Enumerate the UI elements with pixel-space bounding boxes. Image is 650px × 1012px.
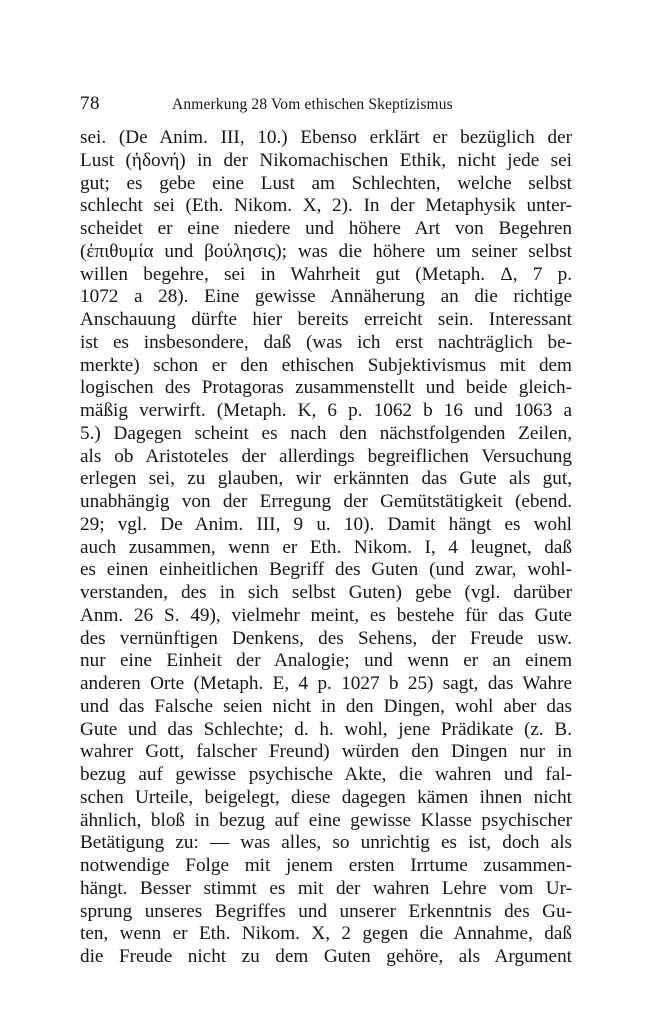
text-line: Betätigung zu: — was alles, so unrichtig es ist, doch als bbox=[80, 832, 572, 854]
text-line: Anschauung dürfte hier bereits erreicht sein. Interessant bbox=[80, 309, 572, 330]
text-line: mäßig verwirft. (Metaph. K, 6 p. 1062 b 16 und 1063 a bbox=[80, 400, 572, 421]
text-line: 29; vgl. De Anim. III, 9 u. 10). Damit hängt es wohl bbox=[80, 513, 572, 535]
text-line: als ob Aristoteles der allerdings begreiflichen Versuchung bbox=[80, 445, 572, 467]
text-line: sprung unseres Begriffes und unserer Erkenntnis des Gu- bbox=[80, 900, 572, 922]
text-line: ist es insbesondere, daß (was ich erst nachträglich be- bbox=[80, 331, 572, 353]
text-line: 5.) Dagegen scheint es nach den nächstfolgenden Zeilen, bbox=[80, 422, 572, 444]
text-line: erlegen sei, zu glauben, wir erkännten das Gute als gut, bbox=[80, 468, 572, 490]
text-line: willen begehre, sei in Wahrheit gut (Metaph. Δ, 7 p. bbox=[80, 263, 572, 285]
text-line: unabhängig von der Erregung der Gemütstätigkeit (ebend. bbox=[80, 491, 572, 512]
page-number: 78 bbox=[80, 93, 100, 114]
text-line: des vernünftigen Denkens, des Sehens, der Freude usw. bbox=[80, 627, 572, 649]
text-line: hängt. Besser stimmt es mit der wahren Lehre vom Ur- bbox=[80, 877, 572, 899]
text-line: und das Falsche seien nicht in den Dingen, wohl aber das bbox=[80, 695, 572, 717]
text-line: schlecht sei (Eth. Nikom. X, 2). In der Metaphysik unter- bbox=[80, 195, 572, 217]
text-line: verstanden, des in sich selbst Guten) gebe (vgl. darüber bbox=[80, 582, 572, 603]
text-line: Lust (ἡδονή) in der Nikomachischen Ethik, nicht jede sei bbox=[80, 149, 572, 171]
text-line: sei. (De Anim. III, 10.) Ebenso erklärt er bezüglich der bbox=[80, 127, 572, 148]
text-line: nur eine Einheit der Analogie; und wenn er an einem bbox=[80, 650, 572, 672]
text-line: bezug auf gewisse psychische Akte, die wahren und fal- bbox=[80, 764, 572, 785]
text-line: 1072 a 28). Eine gewisse Annäherung an die richtige bbox=[80, 286, 572, 308]
text-line: logischen des Protagoras zusammenstellt und beide gleich- bbox=[80, 377, 572, 399]
running-head bbox=[80, 93, 572, 117]
text-line: notwendige Folge mit jenem ersten Irrtume zusammen- bbox=[80, 855, 572, 876]
text-line: (ἐπιθυμία und βούλησις); was die höhere um seiner selbst bbox=[80, 240, 572, 262]
text-line: es einen einheitlichen Begriff des Guten (und zwar, wohl- bbox=[80, 559, 572, 581]
text-line: ähnlich, bloß in bezug auf eine gewisse Klasse psychischer bbox=[80, 809, 572, 831]
text-line: schen Urteile, beigelegt, diese dagegen kämen ihnen nicht bbox=[80, 786, 572, 808]
text-line: scheidet er eine niedere und höhere Art von Begehren bbox=[80, 218, 572, 239]
running-title: Anmerkung 28 Vom ethischen Skeptizismus bbox=[172, 96, 453, 113]
text-line: die Freude nicht zu dem Guten gehöre, als Argument bbox=[80, 946, 572, 967]
text-line: ten, wenn er Eth. Nikom. X, 2 gegen die Annahme, daß bbox=[80, 923, 572, 945]
text-line: Anm. 26 S. 49), vielmehr meint, es bestehe für das Gute bbox=[80, 604, 572, 626]
text-line: Gute und das Schlechte; d. h. wohl, jene Prädikate (z. B. bbox=[80, 718, 572, 740]
text-line: auch zusammen, wenn er Eth. Nikom. I, 4 leugnet, daß bbox=[80, 536, 572, 558]
text-line: merkte) schon er den ethischen Subjektivismus mit dem bbox=[80, 354, 572, 376]
body-text bbox=[80, 127, 572, 969]
text-line: wahrer Gott, falscher Freund) würden den Dingen nur in bbox=[80, 741, 572, 763]
text-line: gut; es gebe eine Lust am Schlechten, welche selbst bbox=[80, 172, 572, 194]
text-line: anderen Orte (Metaph. E, 4 p. 1027 b 25) sagt, das Wahre bbox=[80, 673, 572, 694]
